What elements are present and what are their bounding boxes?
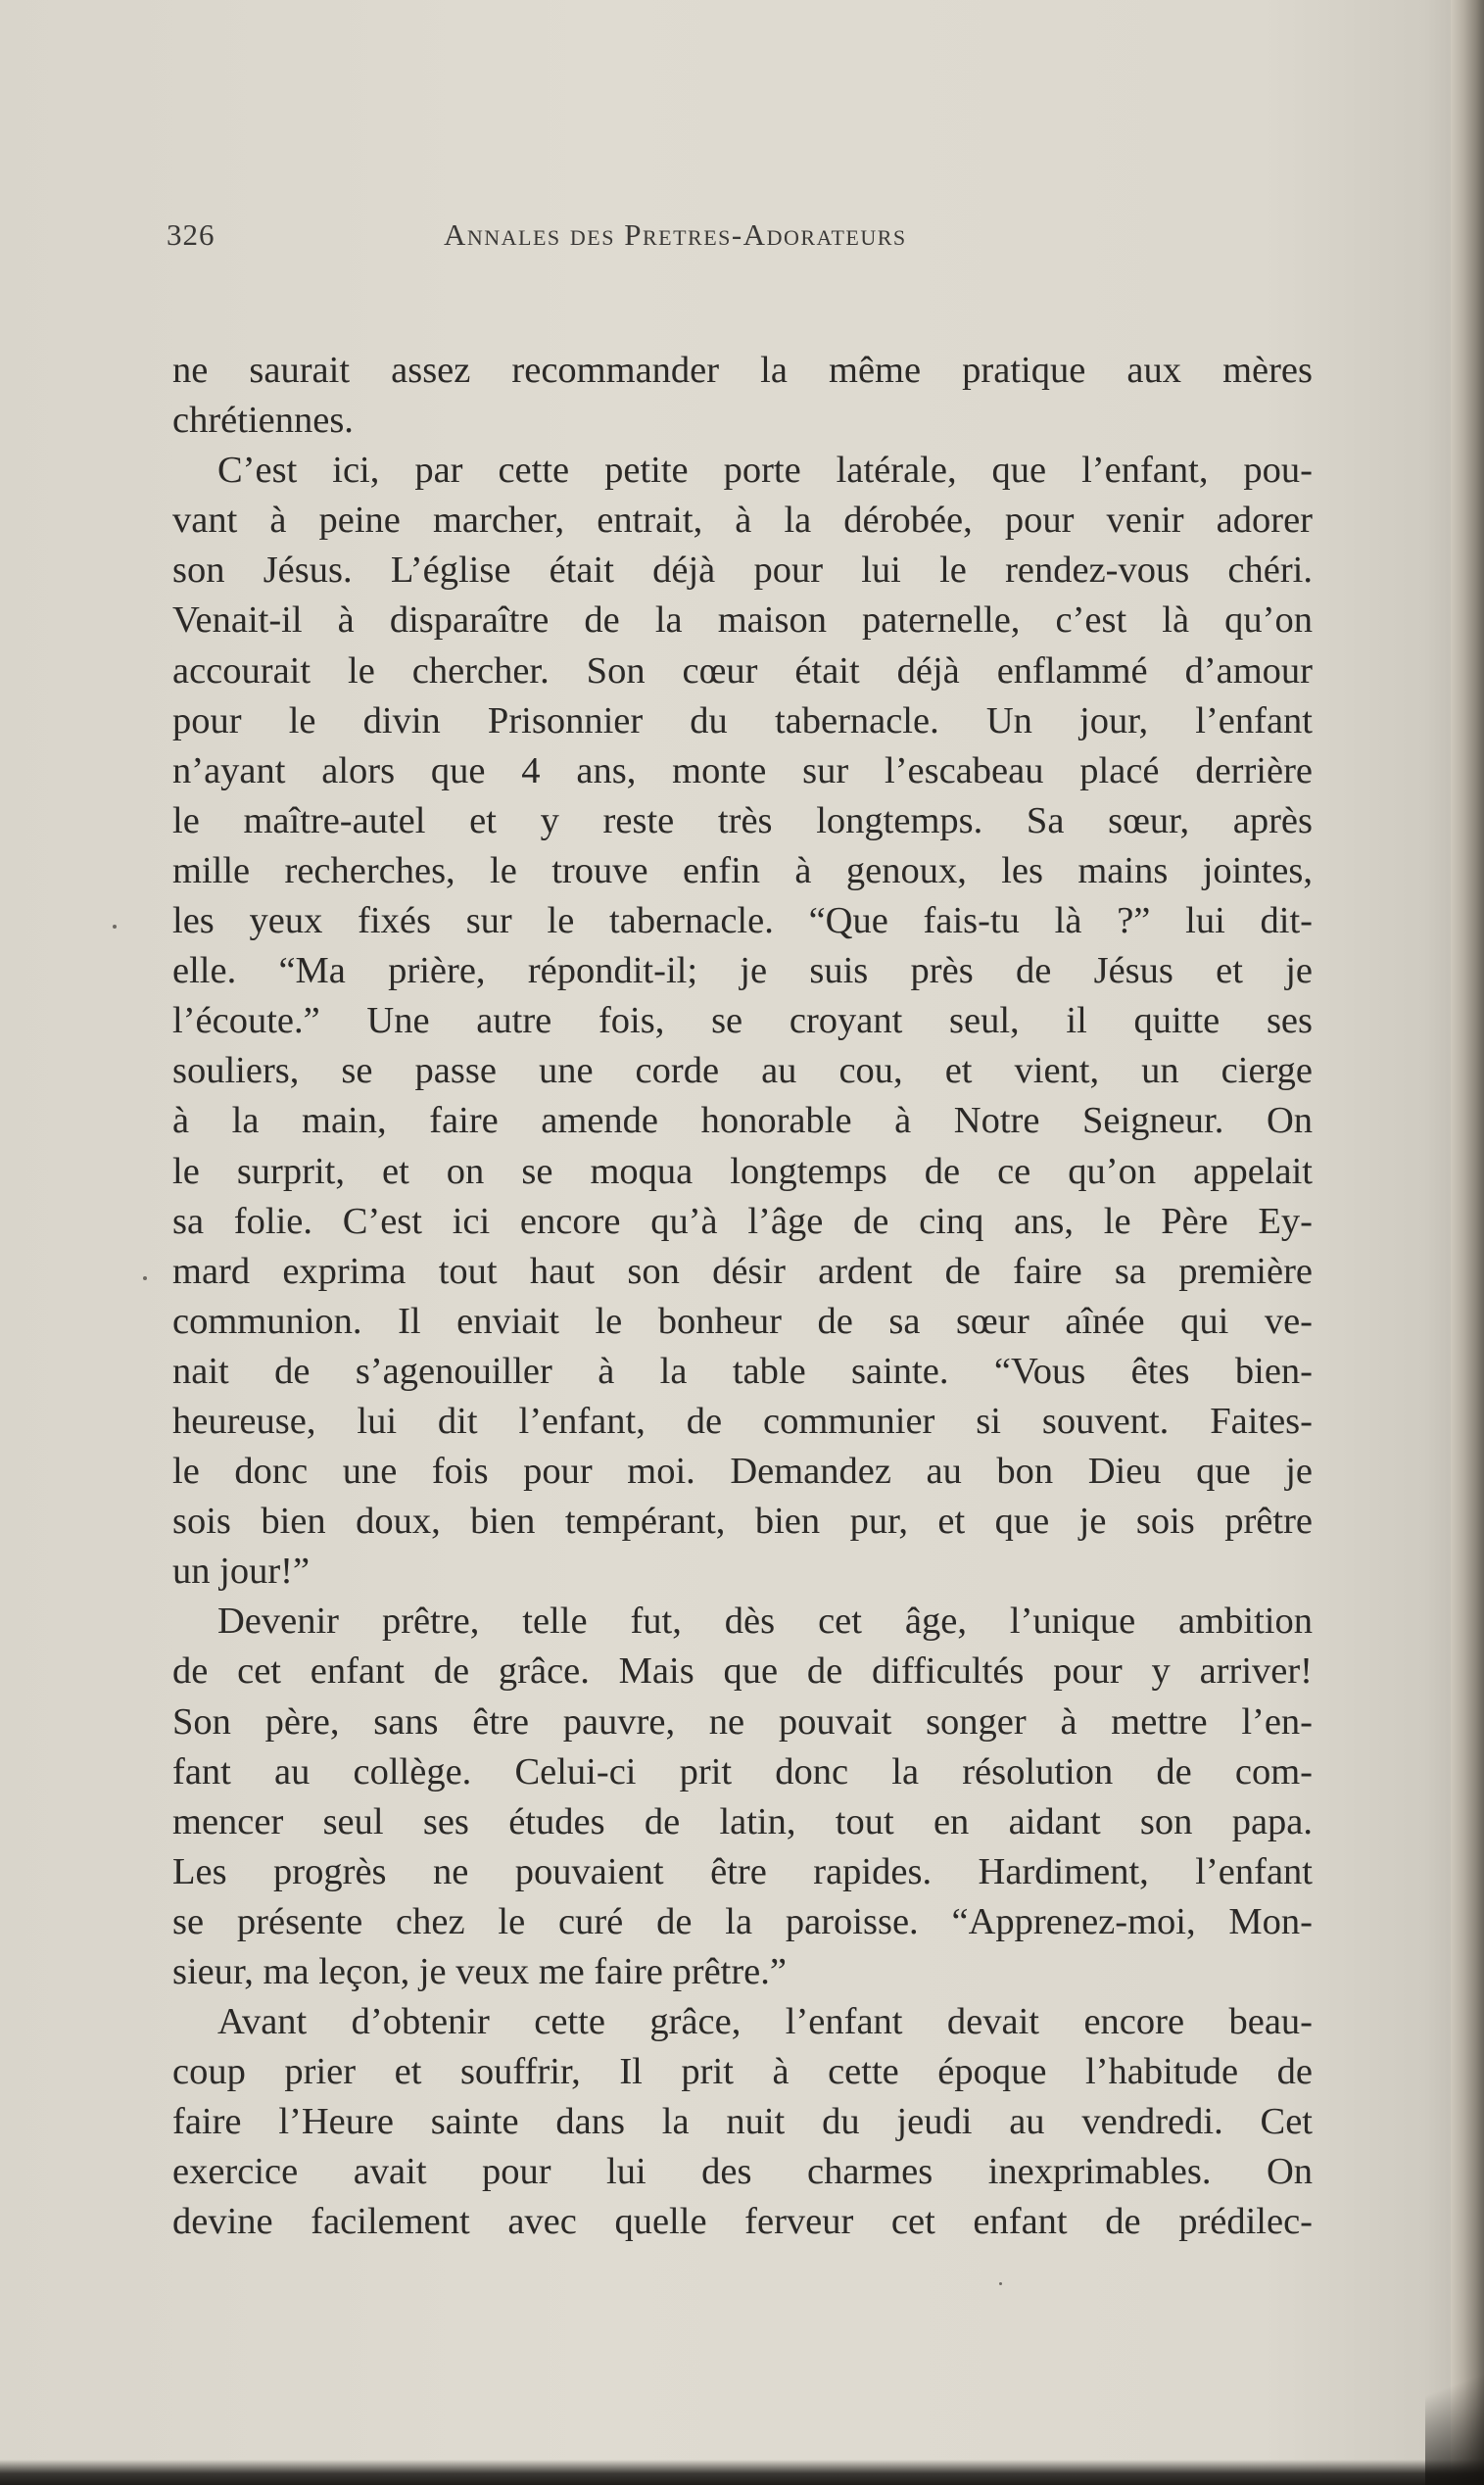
text-line: coup prier et souffrir, Il prit à cette époque l’habitude de <box>172 2051 1313 2093</box>
text-line: le donc une fois pour moi. Demandez au bon Dieu que je <box>172 1451 1313 1493</box>
book-spine-shadow <box>1451 0 1484 2485</box>
text-line: mard exprima tout haut son désir ardent de faire sa première <box>172 1250 1313 1292</box>
text-line: Venait-il à disparaître de la maison paternelle, c’est là qu’on <box>172 599 1313 642</box>
text-line: l’écoute.” Une autre fois, se croyant seul, il quitte ses <box>172 1000 1313 1042</box>
text-line: accourait le chercher. Son cœur était déjà enflammé d’amour <box>172 649 1313 692</box>
text-line: le maître-autel et y reste très longtemps. Sa sœur, après <box>172 799 1313 841</box>
text-line: communion. Il enviait le bonheur de sa sœur aînée qui ve- <box>172 1300 1313 1342</box>
text-line: se présente chez le curé de la paroisse. “Apprenez-moi, Mon- <box>172 1900 1313 1942</box>
paper-speck <box>999 2282 1002 2285</box>
page-number: 326 <box>167 217 215 252</box>
text-line: Devenir prêtre, telle fut, dès cet âge, l’unique ambition <box>217 1601 1313 1643</box>
text-line: mille recherches, le trouve enfin à genoux, les mains jointes, <box>172 849 1313 891</box>
text-line: un jour!” <box>172 1551 311 1593</box>
text-line: chrétiennes. <box>172 400 354 442</box>
bottom-edge-shadow <box>0 2460 1484 2485</box>
text-line: C’est ici, par cette petite porte latérale, que l’enfant, pou- <box>217 450 1313 492</box>
text-line: sa folie. C’est ici encore qu’à l’âge de cinq ans, le Père Ey- <box>172 1200 1313 1242</box>
text-line: fant au collège. Celui-ci prit donc la résolution de com- <box>172 1750 1313 1792</box>
corner-shadow <box>1425 2348 1484 2485</box>
text-line: devine facilement avec quelle ferveur cet enfant de prédilec- <box>172 2201 1313 2243</box>
text-line: à la main, faire amende honorable à Notre Seigneur. On <box>172 1100 1313 1142</box>
page-header <box>167 217 1313 261</box>
paper-speck <box>113 925 117 929</box>
text-line: nait de s’agenouiller à la table sainte. “Vous êtes bien- <box>172 1350 1313 1392</box>
text-line: sois bien doux, bien tempérant, bien pur, et que je sois prêtre <box>172 1501 1313 1543</box>
text-line: Son père, sans être pauvre, ne pouvait songer à mettre l’en- <box>172 1700 1313 1743</box>
text-line: ne saurait assez recommander la même pratique aux mères <box>172 350 1313 391</box>
text-line: Avant d’obtenir cette grâce, l’enfant devait encore beau- <box>217 2001 1313 2043</box>
running-head: Annales des Pretres-Adorateurs <box>444 217 907 252</box>
text-line: vant à peine marcher, entrait, à la dérobée, pour venir adorer <box>172 500 1313 542</box>
text-line: Les progrès ne pouvaient être rapides. Hardiment, l’enfant <box>172 1850 1313 1892</box>
text-line: souliers, se passe une corde au cou, et vient, un cierge <box>172 1050 1313 1092</box>
text-line: exercice avait pour lui des charmes inexprimables. On <box>172 2151 1313 2193</box>
text-line: elle. “Ma prière, répondit-il; je suis près de Jésus et je <box>172 950 1313 992</box>
text-line: faire l’Heure sainte dans la nuit du jeudi au vendredi. Cet <box>172 2101 1313 2143</box>
text-line: le surprit, et on se moqua longtemps de ce qu’on appelait <box>172 1150 1313 1192</box>
text-line: pour le divin Prisonnier du tabernacle. Un jour, l’enfant <box>172 699 1313 741</box>
text-line: sieur, ma leçon, je veux me faire prêtre.” <box>172 1951 787 1992</box>
text-line: de cet enfant de grâce. Mais que de difficultés pour y arriver! <box>172 1650 1313 1693</box>
text-line: n’ayant alors que 4 ans, monte sur l’escabeau placé derrière <box>172 749 1313 791</box>
body-text <box>172 346 1313 2248</box>
text-line: mencer seul ses études de latin, tout en aidant son papa. <box>172 1800 1313 1842</box>
text-line: les yeux fixés sur le tabernacle. “Que fais-tu là ?” lui dit- <box>172 900 1313 942</box>
text-line: son Jésus. L’église était déjà pour lui le rendez-vous chéri. <box>172 550 1313 592</box>
text-line: heureuse, lui dit l’enfant, de communier si souvent. Faites- <box>172 1400 1313 1442</box>
paper-speck <box>143 1276 147 1280</box>
